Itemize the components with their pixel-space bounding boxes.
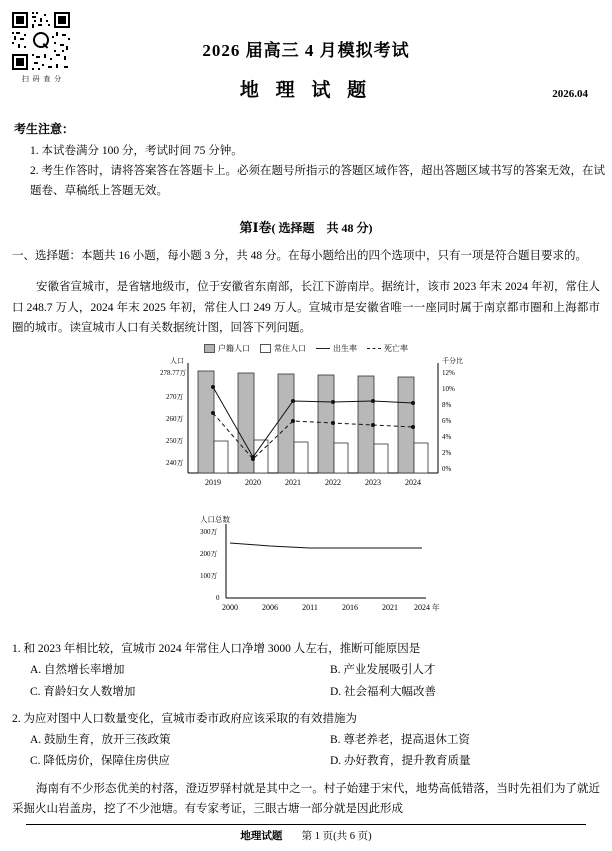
svg-text:2016: 2016 <box>342 603 358 613</box>
option-d[interactable]: D. 办好教育，提升教育质量 <box>330 755 471 768</box>
chart-svg-1 <box>126 355 486 505</box>
svg-text:2011: 2011 <box>302 603 318 613</box>
notice-item: 2. 考生作答时，请将答案答在答题卡上。必须在题号所指示的答题区域作答，超出答题区域书写的答案无效，在试题卷、草稿纸上答题无效。 <box>30 165 605 198</box>
svg-text:2024: 2024 <box>405 478 421 488</box>
svg-text:千分比: 千分比 <box>442 357 463 366</box>
footer-page: 第 1 页(共 6 页) <box>301 831 372 842</box>
svg-text:2021: 2021 <box>382 603 398 613</box>
svg-text:2024: 2024 <box>414 603 430 613</box>
svg-text:240万: 240万 <box>166 459 184 468</box>
option-c[interactable]: C. 育龄妇女人数增加 <box>30 685 136 698</box>
notice-title: 考生注意： <box>14 122 75 136</box>
legend-item: 出生率 <box>316 343 357 354</box>
svg-text:12%: 12% <box>442 369 455 378</box>
section-passage-2: 海南有不少形态优美的村落，澄迈罗驿村就是其中之一。村子始建于宋代，地势高低错落，当时先祖们为了就近采掘火山岩盖房，挖了不少池塘。有专家考证，三眼古塘一部分就是因此形成 <box>12 782 600 816</box>
legend-item: 常住人口 <box>260 343 306 354</box>
notice-list <box>0 141 612 201</box>
chart-legend <box>126 343 486 354</box>
svg-text:270万: 270万 <box>166 393 184 402</box>
qr-caption: 扫 码 查 分 <box>21 75 63 83</box>
notice-item: 1. 本试卷满分 100 分，考试时间 75 分钟。 <box>30 145 243 157</box>
svg-text:8%: 8% <box>442 401 452 410</box>
chart-bar-line <box>126 343 486 510</box>
volume-note: ( 选择题 共 48 分) <box>271 221 373 236</box>
page-title: 2026 届高三 4 月模拟考试 <box>202 41 410 60</box>
legend-item: 户籍人口 <box>204 343 250 354</box>
question-stem: 1. 和 2023 年相比较，宣城市 2024 年常住人口净增 3000 人左右，推断可能原因是 <box>12 643 421 656</box>
question-options <box>12 730 612 773</box>
svg-text:0%: 0% <box>442 465 452 474</box>
option-b[interactable]: B. 产业发展吸引人才 <box>330 664 436 677</box>
chart-total-population <box>126 512 486 635</box>
svg-text:人口: 人口 <box>170 357 184 366</box>
svg-text:300万: 300万 <box>200 528 218 537</box>
legend-item: 死亡率 <box>367 343 408 354</box>
section-passage: 安徽省宣城市，是省辖地级市，位于安徽省东南部，长江下游南岸。据统计，该市 2023 年末 2024 年初，常住人口 248.7 万人，2024 年末 2025 年初，常住人口 249 万人。宣城市是安徽省唯一一座同时属于南京都市圈和上海都市圈的城市。读宣城市人口有关数据统计图，回答下列问题。 <box>12 281 600 335</box>
exam-date: 2026.04 <box>552 88 588 100</box>
svg-text:200万: 200万 <box>200 550 218 559</box>
question-stem: 2. 为应对图中人口数量变化，宣城市委市政府应该采取的有效措施为 <box>12 712 357 725</box>
option-d[interactable]: D. 社会福利大幅改善 <box>330 685 437 698</box>
svg-text:278.77万: 278.77万 <box>160 369 187 378</box>
chart-svg-2 <box>126 512 486 630</box>
svg-text:100万: 100万 <box>200 572 218 581</box>
svg-text:250万: 250万 <box>166 437 184 446</box>
svg-text:2000: 2000 <box>222 603 238 613</box>
option-b[interactable]: B. 尊老养老，提高退休工资 <box>330 734 470 747</box>
charts-figure <box>0 343 612 633</box>
page-footer <box>0 824 612 843</box>
page-subtitle: 地 理 试 题 <box>239 80 373 101</box>
option-c[interactable]: C. 降低房价，保障住房供应 <box>30 755 170 768</box>
svg-text:4%: 4% <box>442 433 452 442</box>
svg-text:2006: 2006 <box>262 603 278 613</box>
volume-label: 第Ⅰ卷 <box>239 220 272 236</box>
footer-subject: 地理试题 <box>240 831 283 842</box>
svg-text:人口总数: 人口总数 <box>200 515 230 525</box>
svg-text:2%: 2% <box>442 449 452 458</box>
svg-text:年: 年 <box>432 603 440 613</box>
svg-text:2021: 2021 <box>285 478 301 488</box>
volume-heading <box>0 217 612 236</box>
svg-text:0: 0 <box>216 594 220 603</box>
qr-code-icon <box>10 10 72 72</box>
section-heading: 一、选择题：本题共 16 小题，每小题 3 分，共 48 分。在每小题给出的四个选项中，只有一项是符合题目要求的。 <box>12 250 587 263</box>
svg-text:10%: 10% <box>442 385 455 394</box>
option-a[interactable]: A. 鼓励生育，放开三孩政策 <box>30 734 171 747</box>
option-a[interactable]: A. 自然增长率增加 <box>30 664 125 677</box>
svg-text:2019: 2019 <box>205 478 221 488</box>
question-options <box>12 660 612 703</box>
svg-text:2020: 2020 <box>245 478 261 488</box>
svg-text:2023: 2023 <box>365 478 381 488</box>
footer-divider <box>26 824 586 825</box>
svg-text:260万: 260万 <box>166 415 184 424</box>
svg-text:6%: 6% <box>442 417 452 426</box>
svg-text:2022: 2022 <box>325 478 341 488</box>
